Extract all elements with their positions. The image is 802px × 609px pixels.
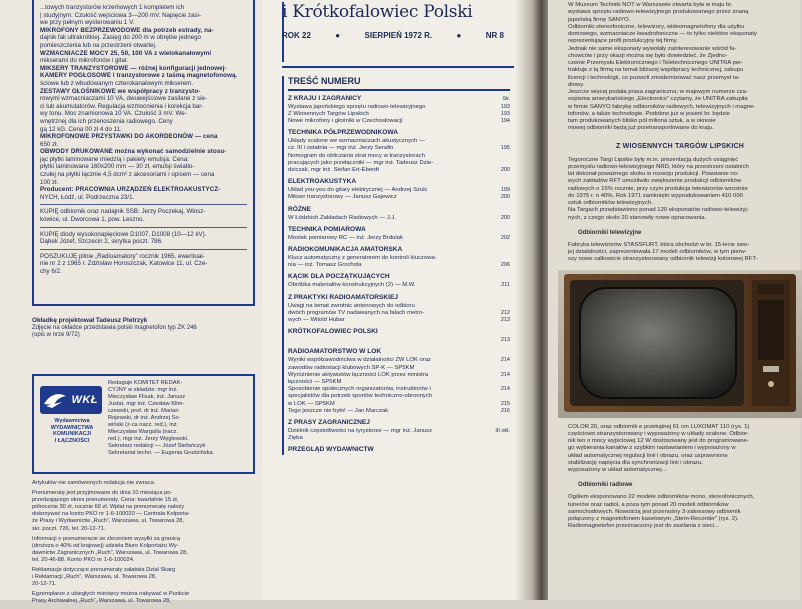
toc-entry-title: zawodów radiostacji klubowych SP-K — SP5KM [288,364,415,371]
toc-entry-title: Mikser tranzystorowy — Janusz Gajewicz [288,194,397,201]
toc-sections [288,95,510,454]
note-line: (droższa o 40% od krajowej) udziela Biuro Kolportażu Wy- [32,542,179,549]
ad-line: 100 zł. [40,178,59,186]
note-line: Artykułów nie zamówionych redakcja nie zwraca. [32,480,156,486]
toc-entry-page: 215 [500,400,510,407]
toc-section-heading [288,348,510,355]
toc-entry[interactable] [288,317,510,324]
toc-entry-title: Mostek pomiarowy RC — inż. Jerzy Brdulak [288,234,403,241]
editorial-line: CYJNY w składzie: mgr inż. [108,387,178,393]
radio-subheading: Odbiorniki radiowe [578,482,633,489]
editorial-line: Redaguje KOMITET REDAK- [108,380,183,386]
toc-entry[interactable] [288,365,510,372]
note-line: skr. poczt. 726, tel. 20-12-71. [32,525,106,532]
cover-photo-caption: Zdjęcie na okładce przedstawia polski magnetofon typ ZK 246 [32,325,197,331]
note-paragraph [32,536,255,564]
text-line: japońską firmę SANYO. [568,16,631,23]
ad-line: jąc płytki laminowane miedzią i pakiety emulsja. Cena: [40,155,189,163]
bullet: ● [335,31,341,40]
radio-article [568,494,792,530]
toc-section-heading [288,246,510,253]
ad-line: KAMERY POGŁOSOWE i tranzystorowe z taśmą magnetofonową. [40,72,238,80]
cover-designer: Okładkę projektował Tadeusz Pietrzyk [32,317,148,324]
toc-section-heading [288,419,510,426]
note-line: i Reklamacji „Ruch”, Warszawa, ul. Towarowa 28, [32,574,157,581]
toc-entry-title: Nomogram do obliczania strat mocy w tranzystorach [288,152,425,159]
tv-article-continued [568,424,792,475]
ad-line: rowymi wzmacniaczami 10 VA, dwuwejściowe zasilane z sie- [40,95,208,103]
toc-entry-page: 199 [500,187,510,194]
note-line: półrocznie 30 zł, rocznie 60 zł. Wpłat na prenumeratę należy [32,504,185,511]
toc-entry[interactable] [288,187,510,194]
toc-entry[interactable] [288,401,510,408]
ad-line: dajnik fali ultrakrótkiej. Zasięg do 200 m w obrębie jednego [40,34,201,42]
text-line: diowy. [568,81,585,88]
text-line: Ogółem eksponowano 22 modele odbiorników mono, stereofonicznych, [568,494,755,501]
toc-entry-title: dwóch programów TV nadawanych na falach metro- [288,309,425,316]
text-line: sopisma amerykańskiego „Electronics” czytamy, że UNITRA zakupiła [568,96,748,103]
toc-section-heading [288,328,510,335]
toc-entry-page: 214 [500,371,510,378]
toc-entry[interactable] [288,262,510,269]
text-line: radiowych o 15% rocznie, przy czym produkcja telewizorów wzrośnie [568,185,748,192]
toc-entry[interactable] [288,194,510,201]
toc-entry[interactable] [288,408,510,415]
note-line: Egzemplarze z ubiegłych miesięcy można nabywać w Punkcie [32,591,190,598]
text-line: W Muzeum Techniki NOT w Warszawie otwarta była w maju br. [568,2,733,8]
ad-line: OBWODY DRUKOWANE można wykonać samodzielnie stosu- [40,148,227,156]
editorial-line: Mieczysław Wargalla (nacz. [108,429,178,435]
text-line: mowej odbiorniki będą już przetransportowane do kraju. [568,125,714,132]
toc-entry-title: Tego jeszcze nie było! — Jan Marczak [288,407,389,414]
masthead-rule-horizontal [282,66,514,68]
text-line: tofonów, a także technologie. Podobno już w jesieni br. będzie [568,110,730,117]
note-line: tel. 20-46-88. Konto PKO nr 1-6-100024. [32,556,135,563]
text-line: wych zakładów RFT umożliwiło zwiększenie produkcji odbiorników [568,178,742,185]
text-line: Fabryka telewizorów STASSFURT, która obchodzi w br. 15-lecie swo- [568,241,750,248]
toc-section-title: TECHNIKA POMIAROWA [288,225,366,233]
toc-entry[interactable] [288,145,510,152]
editorial-line: Rojewski, dr inż. Andrzej So- [108,415,181,421]
advertisement-text [40,4,247,201]
logo-text: WKŁ [71,394,98,406]
classified-ads [40,208,247,275]
classified-line: Dąbek Józef, Szczecin 2, skrytka poczt. 786. [40,238,163,246]
classified-line: KUPIĘ odbiornik oraz nadajnik SSB. Jerzy Poczekaj, Włosz- [40,208,206,216]
toc-entry[interactable] [288,310,510,317]
television-icon [558,270,802,418]
toc-entry-title: pracujących jako przełączniki — mgr inż. Tadeusz Dzie- [288,159,434,166]
note-line: Prenumeratę jest przyjmowane do dnia 10 miesiąca po- [32,490,173,497]
article-column [568,0,792,531]
text-line: sztuk odbiorników telewizyjnych. [568,200,653,206]
toc-entry-page: 194 [500,117,510,124]
ad-line: MIKSERY TRANZYSTOROWE — różnej konfiguracji jednowej- [40,64,227,72]
text-line: tunerów oraz radiol, a poza tym ponad 20 modeli odbiorników [568,501,729,508]
ad-line: pomieszczenia lub na przestrzeni otwartej. [40,41,157,49]
text-line: stabilizację napięcia dla synchronizacji linii i obrazu. [568,459,703,466]
note-paragraph [32,567,255,588]
toc-entry-title: Wyniki współzawodnictwa w działalności ZW LOK oraz [288,357,432,364]
toc-entry[interactable] [288,393,510,400]
text-line: samochodowych. Nowością jest przenośny 3-zakresowy odbiornik [568,508,741,515]
text-line: przemysłu radiowo-telewizyjnego NRD, który na przestrzeni ostatnich [568,163,749,170]
divider [40,227,247,228]
divider [288,89,510,91]
text-line: wyposażony w układ automatycznej... [568,467,667,473]
ad-line: Producent: PRACOWNIA URZĄDZEŃ ELEKTROAKUSTYCZ- [40,186,221,194]
toc-entry-page: 211 [501,282,510,289]
toc-entry-page: 200 [500,214,510,221]
text-line: wystawa sprzętu radiowo-telewizyjnego produkowanego przez znaną [568,9,749,16]
toc-entry[interactable] [288,235,510,242]
toc-title: TREŚĆ NUMERU [288,76,361,86]
magazine-title: i Krótkofalowiec Polski [282,2,473,22]
toc-entry-title: łączności — SP5KM [288,378,342,385]
text-line: nych, z czego około 20 stanowiły nowe opracowania. [568,214,707,221]
ad-line: ZESTAWY GŁOŚNIKOWE we współpracy z tranzysto- [40,87,201,95]
editorial-line: Sekretariat techn. — Eugenia Grudzińska. [108,450,215,456]
text-line: nik ten o mocy wyjściowej 12 W dostosowany jest do programowane- [568,438,749,444]
ad-line: mikserami do mikrofonów i gitar. [40,57,129,65]
text-line: Radiomagnetofon przeznaczony jest do zasilania z sieci... [568,523,719,530]
toc-section-title: KĄCIK DLA POCZĄTKUJĄCYCH [288,273,390,281]
text-line: Jeszcze więcej podała prasa zagraniczna; w majowym numerze cza- [568,89,748,95]
toc-entry-title: Zięba [288,435,303,442]
publisher-name: Wydawnictwa WYDAWNICTWA KOMUNIKACJI I ŁĄCZNOŚCI [50,418,94,444]
toc-section-title: RADIOAMATORSTWO W LOK [288,348,382,356]
page-label: Str. [502,95,510,102]
toc-section-title: RÓŻNE [288,205,312,213]
toc-entry-title: wych — Witold Hubar [288,316,345,323]
classified-line: KUPIĘ diody wysokonapięciowe D1007, D1008 (10—12 kV). [40,230,207,238]
toc-section-title: TECHNIKA PÓŁPRZEWODNIKOWA [288,129,399,137]
toc-entry-title: Z Wiosennych Targów Lipskich [288,110,369,117]
divider [40,204,247,205]
tv-subheading: Odbiorniki telewizyjne [578,229,642,236]
note-line: Reklamacje dotyczące prenumeraty załatwia Dział Skarg [32,567,176,574]
toc-entry-page: 202 [500,234,510,241]
text-line: domowego, wzmacniacze kwadrofoniczne — to tylko niektóre eksponaty [568,31,757,37]
publisher-logo-area [40,386,104,466]
masthead [282,2,514,40]
toc-entry[interactable] [288,282,510,289]
toc-entry[interactable] [288,138,510,145]
text-line: w firmie SANYO fabrykę odbiorników radiowych, telewizyjnych i magne- [568,103,756,110]
classified-line: chy 6/2. [40,268,62,275]
toc-section-heading [288,129,510,136]
ad-line: wy tonu. Moc znamionowa 10 VA. Czułość 3 mV. We- [40,110,187,118]
toc-entry-page: 200 [500,166,510,173]
toc-entry[interactable] [288,303,510,310]
ad-line: | studyjnym. Czułość wejściowa 3—200 mV. Napięcie zasi- [40,11,201,19]
text-line: do 1975 r. o 40%. Rok 1971 zamknięto wyprodukowaniem 410 000 [568,192,743,199]
tv-photo [558,270,802,418]
ad-line: MIKROFONOWE PRZYSTAWKI DO AKORDEONÓW — cena [40,133,218,141]
editorial-line: Mieczysław Flisak, inż. Janusz [108,394,186,400]
toc-entry[interactable] [288,386,510,393]
toc-entry-title: Układ you-you do gitary elektrycznej — Andrzej Szulc [288,187,428,194]
note-paragraph [32,591,255,605]
toc-entry[interactable] [288,435,510,442]
issue-month: SIERPIEŃ 1972 R. [364,31,433,40]
toc-entry[interactable] [288,357,510,364]
ad-line: NYCH, Łódź, ul. Podrzeczna 23/1. [40,193,135,201]
editorial-board [108,380,253,457]
divider [40,249,247,250]
toc-entry-page: 200 [500,194,510,201]
toc-entry-title: Sposobienie społecznych organizatorów, instruktorów i [288,386,431,393]
toc-entry-title: W Łódzkich Zakładach Radiowych — J.J. [288,214,397,221]
sanyo-article [568,2,792,133]
toc-entry-page: 216 [500,407,510,414]
cover-photo-reference: (opis w nrze 9/72) [32,332,80,339]
toc-section-heading [288,95,510,102]
ad-line: ściowe lub z wbudowanym czterokanałowym mikserem. [40,79,194,87]
note-line: Informacji o prenumeracie ze zleceniem wysyłki za granicą [32,535,180,542]
note-line: Prasy Archiwalnej „Ruch”, Warszawa, ul. Towarowa 28, [32,598,171,605]
toc-section-title: RADIOKOMUNIKACJA AMATORSKA [288,245,403,253]
tv-article [568,242,792,264]
bullet: ● [456,31,462,40]
text-line: COLOR 20, oraz odbiornik e przekątnej 61 cm LUXOMAT 110 (rys. 1) [568,423,750,430]
note-line: dokonywać na konto PKO nr 1-6-100020 — Centrala Kolporta- [32,511,190,518]
note-line: że Prasy i Wydawnictw „Ruch”, Warszawa, ul. Towarowa 28, [32,518,184,525]
toc-entry-page: 212 [500,309,510,316]
toc-section-heading [288,178,510,185]
toc-section-title: Z KRAJU I ZAGRANICY [288,94,362,102]
editorial-line: czewski, prof. dr inż. Marian [108,408,179,414]
ad-line: płytki laminowane 160x200 mm — 30 zł, emulsji światło- [40,163,195,171]
text-line: układ automatycznej regulacji linii i obrazu, oraz usprawnione [568,452,728,459]
toc-section-heading [288,226,510,233]
toc-entry[interactable] [288,167,510,174]
toc-entry-title: Wyróżnienie aktywistów łączności LOK przez ministra [288,371,429,378]
toc-section-title: Z PRASY ZAGRANICZNEJ [288,418,370,426]
text-line: czenie Przemysłu Elektronicznego i Teletechnicznego UNITRA per- [568,60,744,66]
ad-line: MIKROFONY BEZPRZEWODOWE dla potrzeb estrady, na- [40,26,214,34]
classified-line: POSZUKUJĘ pilnie „Radioamatory” rocznik 1965, ewentual- [40,252,205,260]
advertisement-box [32,0,255,306]
toc-section-heading [288,446,510,453]
text-line: Na Targach przedstawiono ponad 120 eksponatów radiowo-telewizyj- [568,207,749,214]
text-line: reprezentujące profil produkcyjny tej firmy. [568,38,678,45]
toc-entry-title: nia — inż. Tomasz Grochola [288,262,362,269]
section-heading: Z WIOSENNYCH TARGÓW LIPSKICH [616,142,744,150]
bird-icon [40,386,70,414]
ad-line: ci lub akumulatorów. Regulacja wzmocnienia i korekcja bar- [40,102,204,110]
toc-entry-title: Klucz automatyczny z generatorem do kontroli kluczowa- [288,254,437,261]
toc-entry-title: Układy scalone we wzmacniaczach akustycznych — [288,138,425,145]
toc-entry-page: 213 [500,337,510,344]
toc-entry[interactable] [288,215,510,222]
text-line: Jednak nie same eksponaty wywołały zainteresowanie wśród fa- [568,45,737,52]
text-line: lat dokonał poważnego skoku w rozwoju produkcji. Powstanie no- [568,171,739,177]
toc-entry[interactable] [288,153,510,160]
note-line: 20-12-71. [32,581,57,588]
toc-section-title: ELEKTROAKUSTYKA [288,178,357,186]
toc-entry-title: dziczak, mgr inż. Stefan Ert-Eberdt [288,166,380,173]
toc-entry[interactable] [288,104,510,111]
leipzig-article [568,157,792,222]
publisher-box [32,374,255,474]
editorial-line: Justat, mgr inż. Czesław Klim- [108,401,185,407]
classified-ad [40,253,247,276]
issue-year: ROK 22 [282,31,311,40]
toc-entry-title: Nowe mikrofony i głośniki w Czechosłowacji [288,117,403,124]
toc-entry[interactable] [288,379,510,386]
toc-entry-page: III okł. [495,427,510,434]
toc-entry-page: 213 [500,316,510,323]
toc-entry[interactable] [288,160,510,167]
toc-entry[interactable] [288,337,510,344]
classified-line: kowice, ul. Dworcowa 1, pow. Leszno. [40,216,145,224]
text-line: licencji i technologii, co pozwoli zmodernizować nasz przemysł ra- [568,74,740,81]
toc-entry-title: Dzielnik częstotliwości na tyrystorze — mgr inż. Janusz [288,427,433,434]
ad-line: czułej na płytki łącznie 4,5 dcm² z akcesoriami i opisem — cena [40,171,215,179]
toc-entry[interactable] [288,428,510,435]
editorial-line: wiński (z-ca nacz. red.), inż. [108,422,179,428]
toc-entry-title: cz. III i ostatnia — mgr inż. Jerzy Serafin [288,145,394,152]
toc-entry-page: 193 [500,110,510,117]
toc-section-heading [288,273,510,280]
editorial-line: red.), mgr inż. Jerzy Węglewski. [108,436,189,442]
text-line: go wybierania kanałów z szybkim nastawianiem i wyposażony w [568,445,736,452]
ad-line: wnętrznej dla ich przenoszenia radiowego. Ceny [40,117,173,125]
note-line: przedzającego okres prenumeraty. Cena: kwartalnie 15 zł, [32,497,179,504]
ad-line: 650 zł. [40,140,59,148]
cover-note [32,316,255,340]
toc-entry-title: Wystawa japońskiego sprzętu radiowo-telewizyjnego [288,103,426,110]
toc-section-title: PRZEGLĄD WYDAWNICTW [288,446,374,454]
ad-line: gą 12 kG. Cena 00 zł 4 do 11. [40,125,122,133]
toc-entry-title: Obróbka materiałów konstrukcyjnych (2) — M.W. [288,282,416,289]
text-line: szy nowe całkowicie stranzystorowany odbiornik telewizji kolorowej RFT- [568,256,758,263]
text-line: Odbiorniki stereofoniczne, telewizory, wideomagnetofony dla użytku [568,23,745,30]
wkl-logo [40,386,102,414]
toc-entry-page: 193 [500,103,510,110]
toc-entry[interactable] [288,111,510,118]
toc-entry[interactable] [288,118,510,125]
toc-entry-title: Uwagi na temat zwrotnic antenowych do odbioru [288,302,415,309]
toc-section-title: KRÓTKOFALOWIEC POLSKI [288,328,378,336]
ad-line: we przy pełnym wysterowaniu 1 V. [40,19,135,27]
toc-entry-title: specjalistów dla potrzeb sportów techniczno-obronnych [288,393,433,400]
classified-ad [40,208,247,223]
toc-entry-page: 206 [500,262,510,269]
ad-line: ...towych tranzystorów krzemowych 1 kompletem ich [40,4,185,11]
text-line: chowców i przy okazji można się było dowiedzieć, że Zjedno- [568,52,728,59]
text-line: jej działalności, zaprezentowała 17 modeli odbiorników, w tym pierw- [568,249,747,255]
toc-entry-page: 214 [500,386,510,393]
toc-entry-page: 195 [500,145,510,152]
toc-entry-page: 214 [500,357,510,364]
toc-section-title: Z PRAKTYKI RADIOAMATORSKIEJ [288,293,399,301]
toc-entry[interactable] [288,372,510,379]
note-paragraph [32,480,255,487]
editorial-line: Sekretarz redakcji — Józef Stefańczyk [108,443,206,449]
toc-entry[interactable] [288,255,510,262]
text-line: połączony z magnetofonem kasetowym „Stern-Recorder” (rys. 2). [568,516,739,522]
text-line: tam produkowanych blisko pół miliona sztuk, a w okresie [568,118,716,124]
note-paragraph [32,490,255,533]
note-line: dawnictw Zagranicznych „Ruch”, Warszawa, ul. Towarowa 28, [32,549,188,556]
issue-number: NR 8 [485,31,504,40]
text-line: traktuje z tą firmą na temat bliższej współpracy technicznej, zakupu [568,67,744,74]
text-line: Tegoroczne Targi Lipskie były m.in. prezentacją dużych osiągnięć [568,156,739,163]
ad-line: WZMACNIACZE MOCY 25, 50, 100 VA z wielokanałowymi [40,49,212,57]
issue-info [282,31,504,40]
classified-ad [40,231,247,246]
classified-line: nie nr 2 z 1965 r. Zdzisław Horoszczak, Katowice 11, ul. Cze- [40,260,208,268]
toc-section-heading [288,294,510,301]
toc-section-heading [288,206,510,213]
text-line: częściowo stranzystorowany i wyposażony w układy scalone. Odbior- [568,430,750,437]
toc-entry-title: w LOK — SP5KM [288,400,335,407]
table-of-contents [282,76,510,455]
subscription-notes [32,480,255,609]
